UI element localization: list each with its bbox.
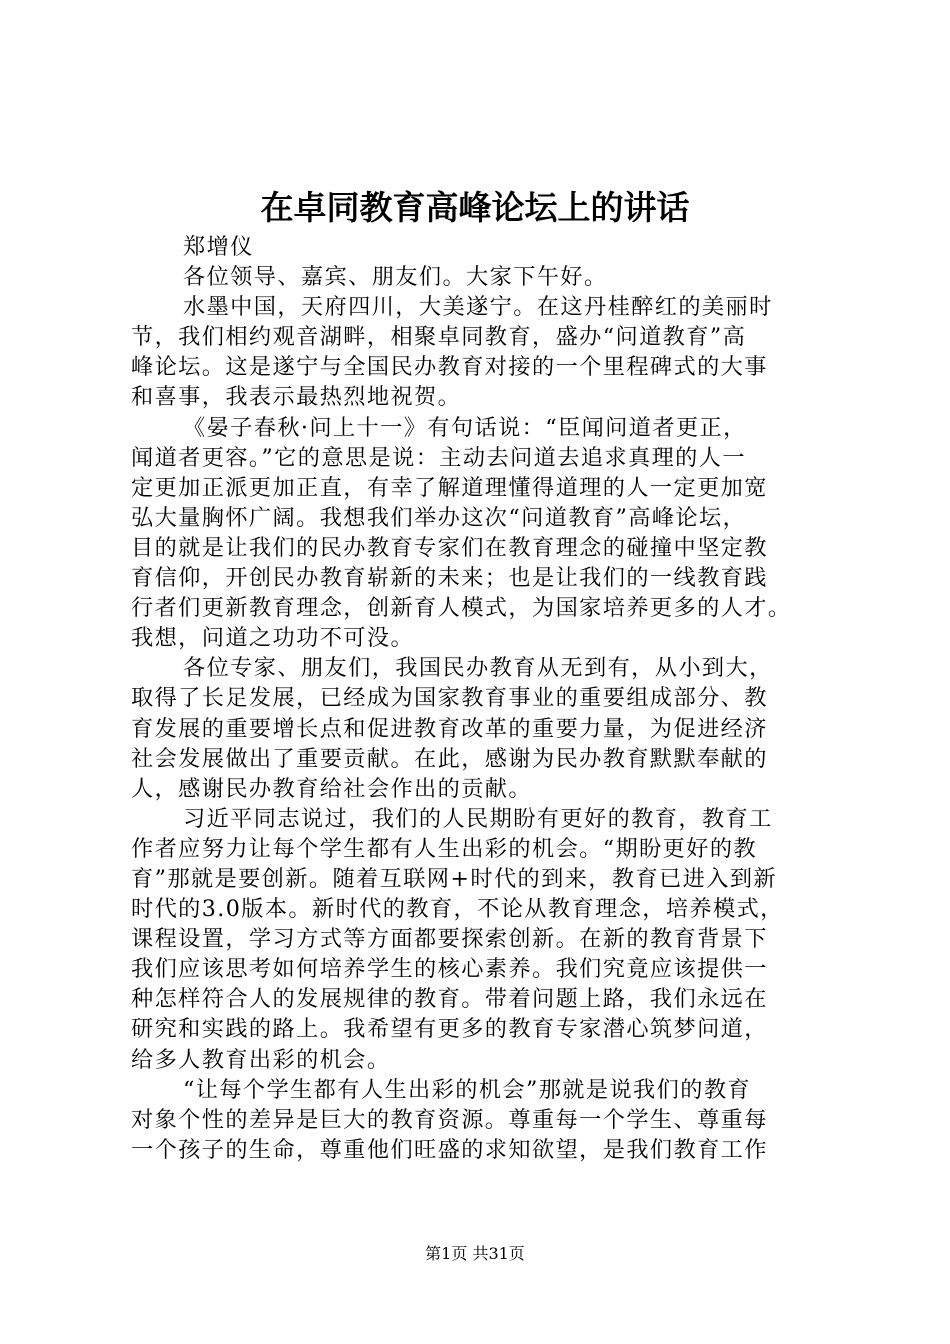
text-line: 我们应该思考如何培养学生的核心素养。我们究竟应该提供一 <box>131 956 768 983</box>
text-line: “让每个学生都有人生出彩的机会”那就是说我们的教育 <box>183 1076 751 1103</box>
text-line: 和喜事，我表示最热烈地祝贺。 <box>131 384 462 411</box>
text-line: 社会发展做出了重要贡献。在此，感谢为民办教育默默奉献的 <box>131 745 768 772</box>
text-line: 给多人教育出彩的机会。 <box>131 1046 391 1073</box>
text-line: 时代的3.0版本。新时代的教育，不论从教育理念，培养模式， <box>131 896 784 923</box>
text-line: 一个孩子的生命，尊重他们旺盛的求知欲望，是我们教育工作 <box>131 1136 768 1163</box>
author-line: 郑增仪 <box>183 234 254 260</box>
document-title: 在卓同教育高峰论坛上的讲话 <box>260 188 690 227</box>
text-line: 育发展的重要增长点和促进教育改革的重要力量，为促进经济 <box>131 715 768 742</box>
text-line: 育信仰，开创民办教育崭新的未来；也是让我们的一线教育践 <box>131 565 768 592</box>
text-line: 峰论坛。这是遂宁与全国民办教育对接的一个里程碑式的大事 <box>131 354 768 381</box>
text-line: 习近平同志说过，我们的人民期盼有更好的教育，教育工 <box>183 805 773 832</box>
text-line: 闻道者更容。”它的意思是说：主动去问道去追求真理的人一 <box>131 444 746 471</box>
text-line: 行者们更新教育理念，创新育人模式，为国家培养更多的人才。 <box>131 595 792 622</box>
text-line: 研究和实践的路上。我希望有更多的教育专家潜心筑梦问道， <box>131 1016 768 1043</box>
text-line: 各位专家、朋友们，我国民办教育从无到有，从小到大， <box>183 655 773 682</box>
text-line: 人，感谢民办教育给社会作出的贡献。 <box>131 775 532 802</box>
text-line: 课程设置，学习方式等方面都要探索创新。在新的教育背景下 <box>131 926 768 953</box>
page-footer: 第1页 共31页 <box>425 1244 525 1263</box>
text-line: 育”那就是要创新。随着互联网+时代的到来，教育已进入到新 <box>131 865 778 892</box>
text-line: 定更加正派更加正直，有幸了解道理懂得道理的人一定更加宽 <box>131 474 768 501</box>
text-line: 取得了长足发展，已经成为国家教育事业的重要组成部分、教 <box>131 685 768 712</box>
text-line: 作者应努力让每个学生都有人生出彩的机会。“期盼更好的教 <box>131 835 758 862</box>
text-line: 弘大量胸怀广阔。我想我们举办这次“问道教育”高峰论坛， <box>131 504 747 531</box>
text-line: 目的就是让我们的民办教育专家们在教育理念的碰撞中坚定教 <box>131 534 768 561</box>
text-line: 水墨中国，天府四川，大美遂宁。在这丹桂醉红的美丽时 <box>183 294 773 321</box>
text-line: 各位领导、嘉宾、朋友们。大家下午好。 <box>183 264 608 291</box>
text-line: 节，我们相约观音湖畔，相聚卓同教育，盛办“问道教育”高 <box>131 324 747 351</box>
text-line: 对象个性的差异是巨大的教育资源。尊重每一个学生、尊重每 <box>131 1106 768 1133</box>
text-line: 我想，问道之功功不可没。 <box>131 625 415 652</box>
text-line: 种怎样符合人的发展规律的教育。带着问题上路，我们永远在 <box>131 986 768 1013</box>
text-line: 《晏子春秋·问上十一》有句话说：“臣闻问道者更正， <box>183 414 747 441</box>
document-body <box>131 232 847 1165</box>
